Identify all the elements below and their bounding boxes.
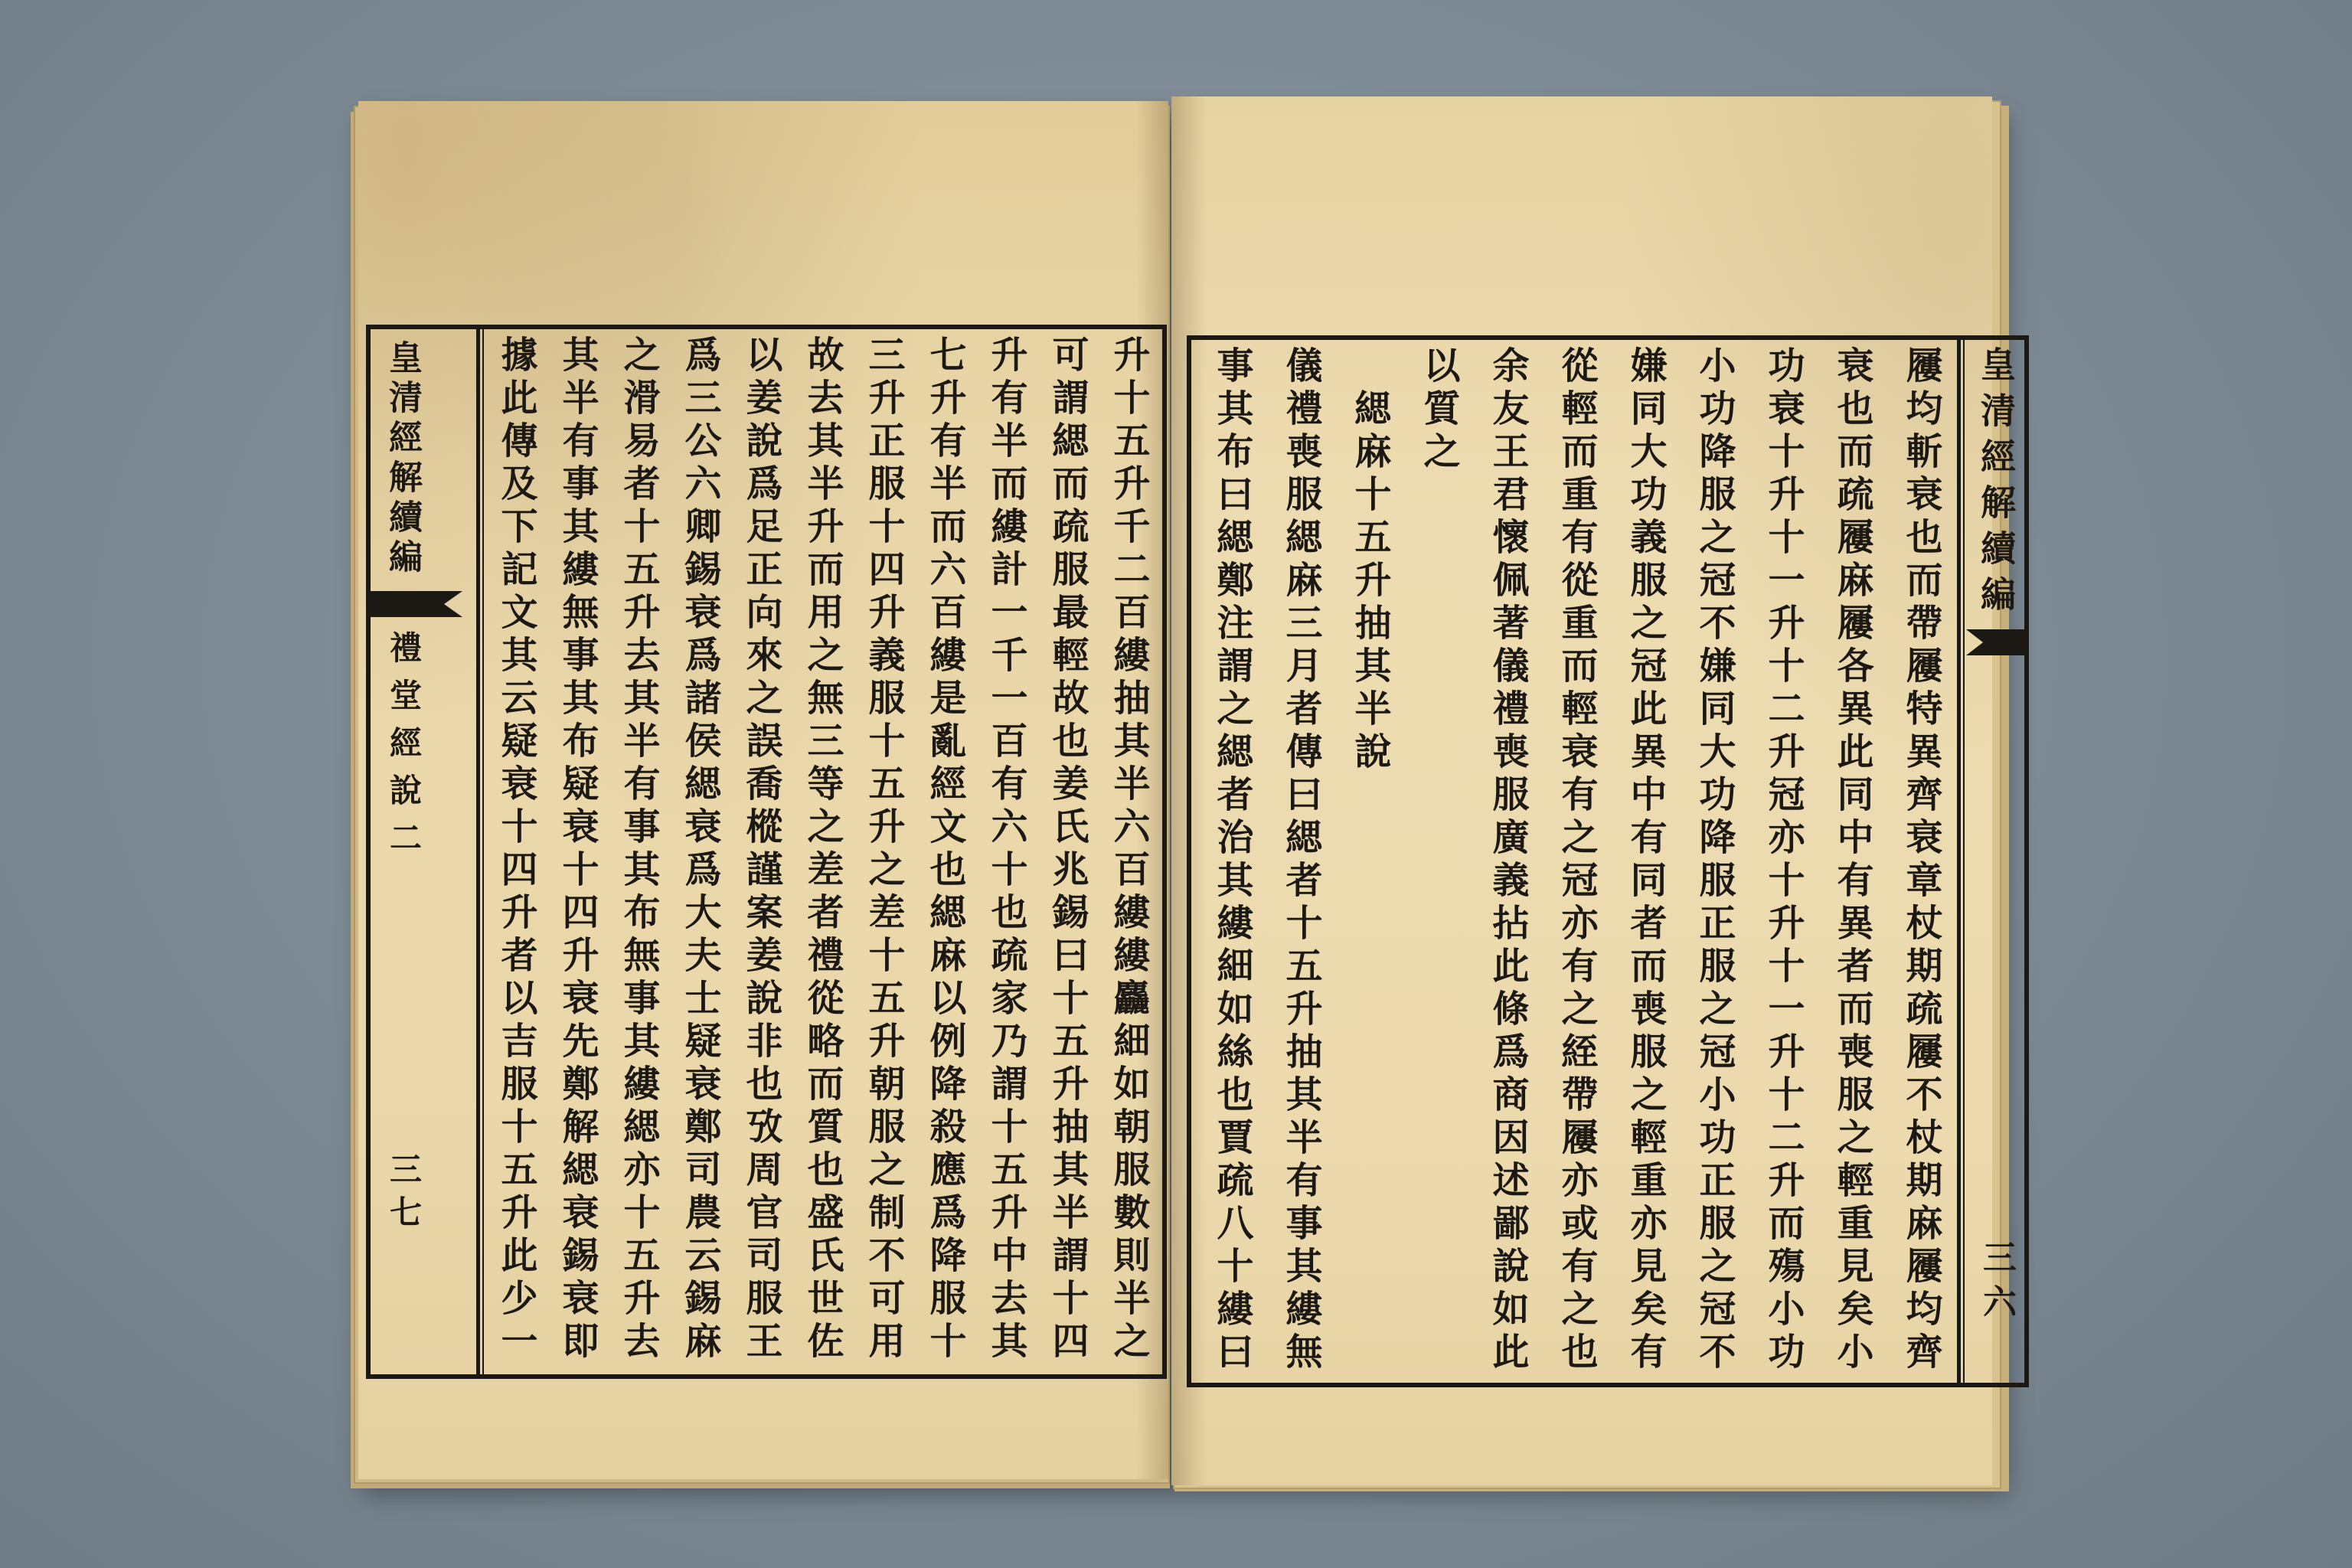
- right-text-columns: [1197, 346, 1955, 1380]
- right-text-column-7: 余友王君懷佩著儀禮喪服廣義拈此條爲商因述鄙說如此: [1486, 346, 1529, 1375]
- right-text-column-10: 儀禮喪服緦麻三月者傳曰緦者十五升抽其半有事其縷無: [1279, 346, 1322, 1375]
- left-margin-section-title: 禮堂經說二: [385, 631, 423, 868]
- right-margin-book-title: 皇清經解續編: [1975, 346, 2017, 622]
- right-text-column-5: 嫌同大功義服之冠此異中有同者而喪服之輕重亦見矣有: [1624, 346, 1667, 1375]
- left-margin-column: [371, 329, 476, 1374]
- right-fishtail-mark: [1966, 629, 2027, 655]
- left-text-columns: [485, 335, 1159, 1369]
- left-text-column-5: 三升正服十四升義服十五升之差十五升朝服之制不可用: [862, 335, 905, 1364]
- left-text-column-11: 據此傳及下記文其云疑衰十四升者以吉服十五升此少一: [495, 335, 537, 1364]
- right-text-column-1: 屨均斬衰也而帶屨特異齊衰章杖期疏屨不杖期麻屨均齊: [1900, 346, 1942, 1375]
- left-margin-book-title: 皇清經解續編: [383, 340, 422, 579]
- left-text-frame: [366, 325, 1167, 1379]
- right-page: [1171, 96, 2017, 1485]
- left-text-column-10: 其半有事其縷無事其布疑衰十四升衰先鄭解緦衰錫衰即: [556, 335, 599, 1364]
- left-margin-page-number: 三七: [385, 1152, 423, 1238]
- right-text-column-4: 小功降服之冠不嫌同大功降服正服之冠小功正服之冠不: [1693, 346, 1736, 1375]
- right-text-column-6: 從輕而重有從重而輕衰有之冠亦有之絰帶屨亦或有之也: [1555, 346, 1598, 1375]
- left-text-column-6: 故去其半升而用之無三等之差者禮從略而質也盛氏世佐: [801, 335, 844, 1364]
- left-page: [358, 101, 1168, 1479]
- right-margin-separator-thick: [1957, 340, 1961, 1383]
- right-margin-column: [1966, 340, 2027, 1383]
- left-margin-separator-thick: [476, 329, 480, 1374]
- right-section-heading: 緦麻十五升抽其半說: [1348, 389, 1391, 775]
- left-text-column-2: 可謂緦而疏服最輕故也姜氏兆錫曰十五升抽其半謂十四: [1046, 335, 1089, 1364]
- left-margin-separator-thin: [482, 329, 484, 1374]
- left-text-column-8: 爲三公六卿錫衰爲諸侯緦衰爲大夫士疑衰鄭司農云錫麻: [678, 335, 721, 1364]
- right-text-column-2: 衰也而疏屨麻屨各異此同中有異者而喪服之輕重見矣小: [1831, 346, 1873, 1375]
- right-text-column-11: 事其布曰緦鄭注謂之緦者治其縷細如絲也賈疏八十縷曰: [1210, 346, 1253, 1375]
- right-text-column-3: 功衰十升十一升十二升冠亦十升十一升十二升而殤小功: [1762, 346, 1805, 1375]
- left-text-column-1: 升十五升千二百縷抽其半六百縷縷麤細如朝服數則半之: [1107, 335, 1150, 1364]
- left-fishtail-mark: [371, 591, 462, 617]
- left-text-column-4: 七升有半而六百縷是亂經文也緦麻以例降殺應爲降服十: [923, 335, 966, 1364]
- right-text-column-8: 以質之: [1417, 346, 1460, 475]
- right-margin-separator-thin: [1963, 340, 1965, 1383]
- right-margin-page-number: 三六: [1977, 1240, 2016, 1328]
- left-text-column-3: 升有半而縷計一千一百有六十也疏家乃謂十五升中去其: [985, 335, 1027, 1364]
- left-text-column-9: 之滑易者十五升去其半有事其布無事其縷緦亦十五升去: [617, 335, 660, 1364]
- left-text-column-7: 以姜說爲足正向來之誤喬樅謹案姜說非也攷周官司服王: [740, 335, 782, 1364]
- right-text-frame: [1187, 335, 2029, 1387]
